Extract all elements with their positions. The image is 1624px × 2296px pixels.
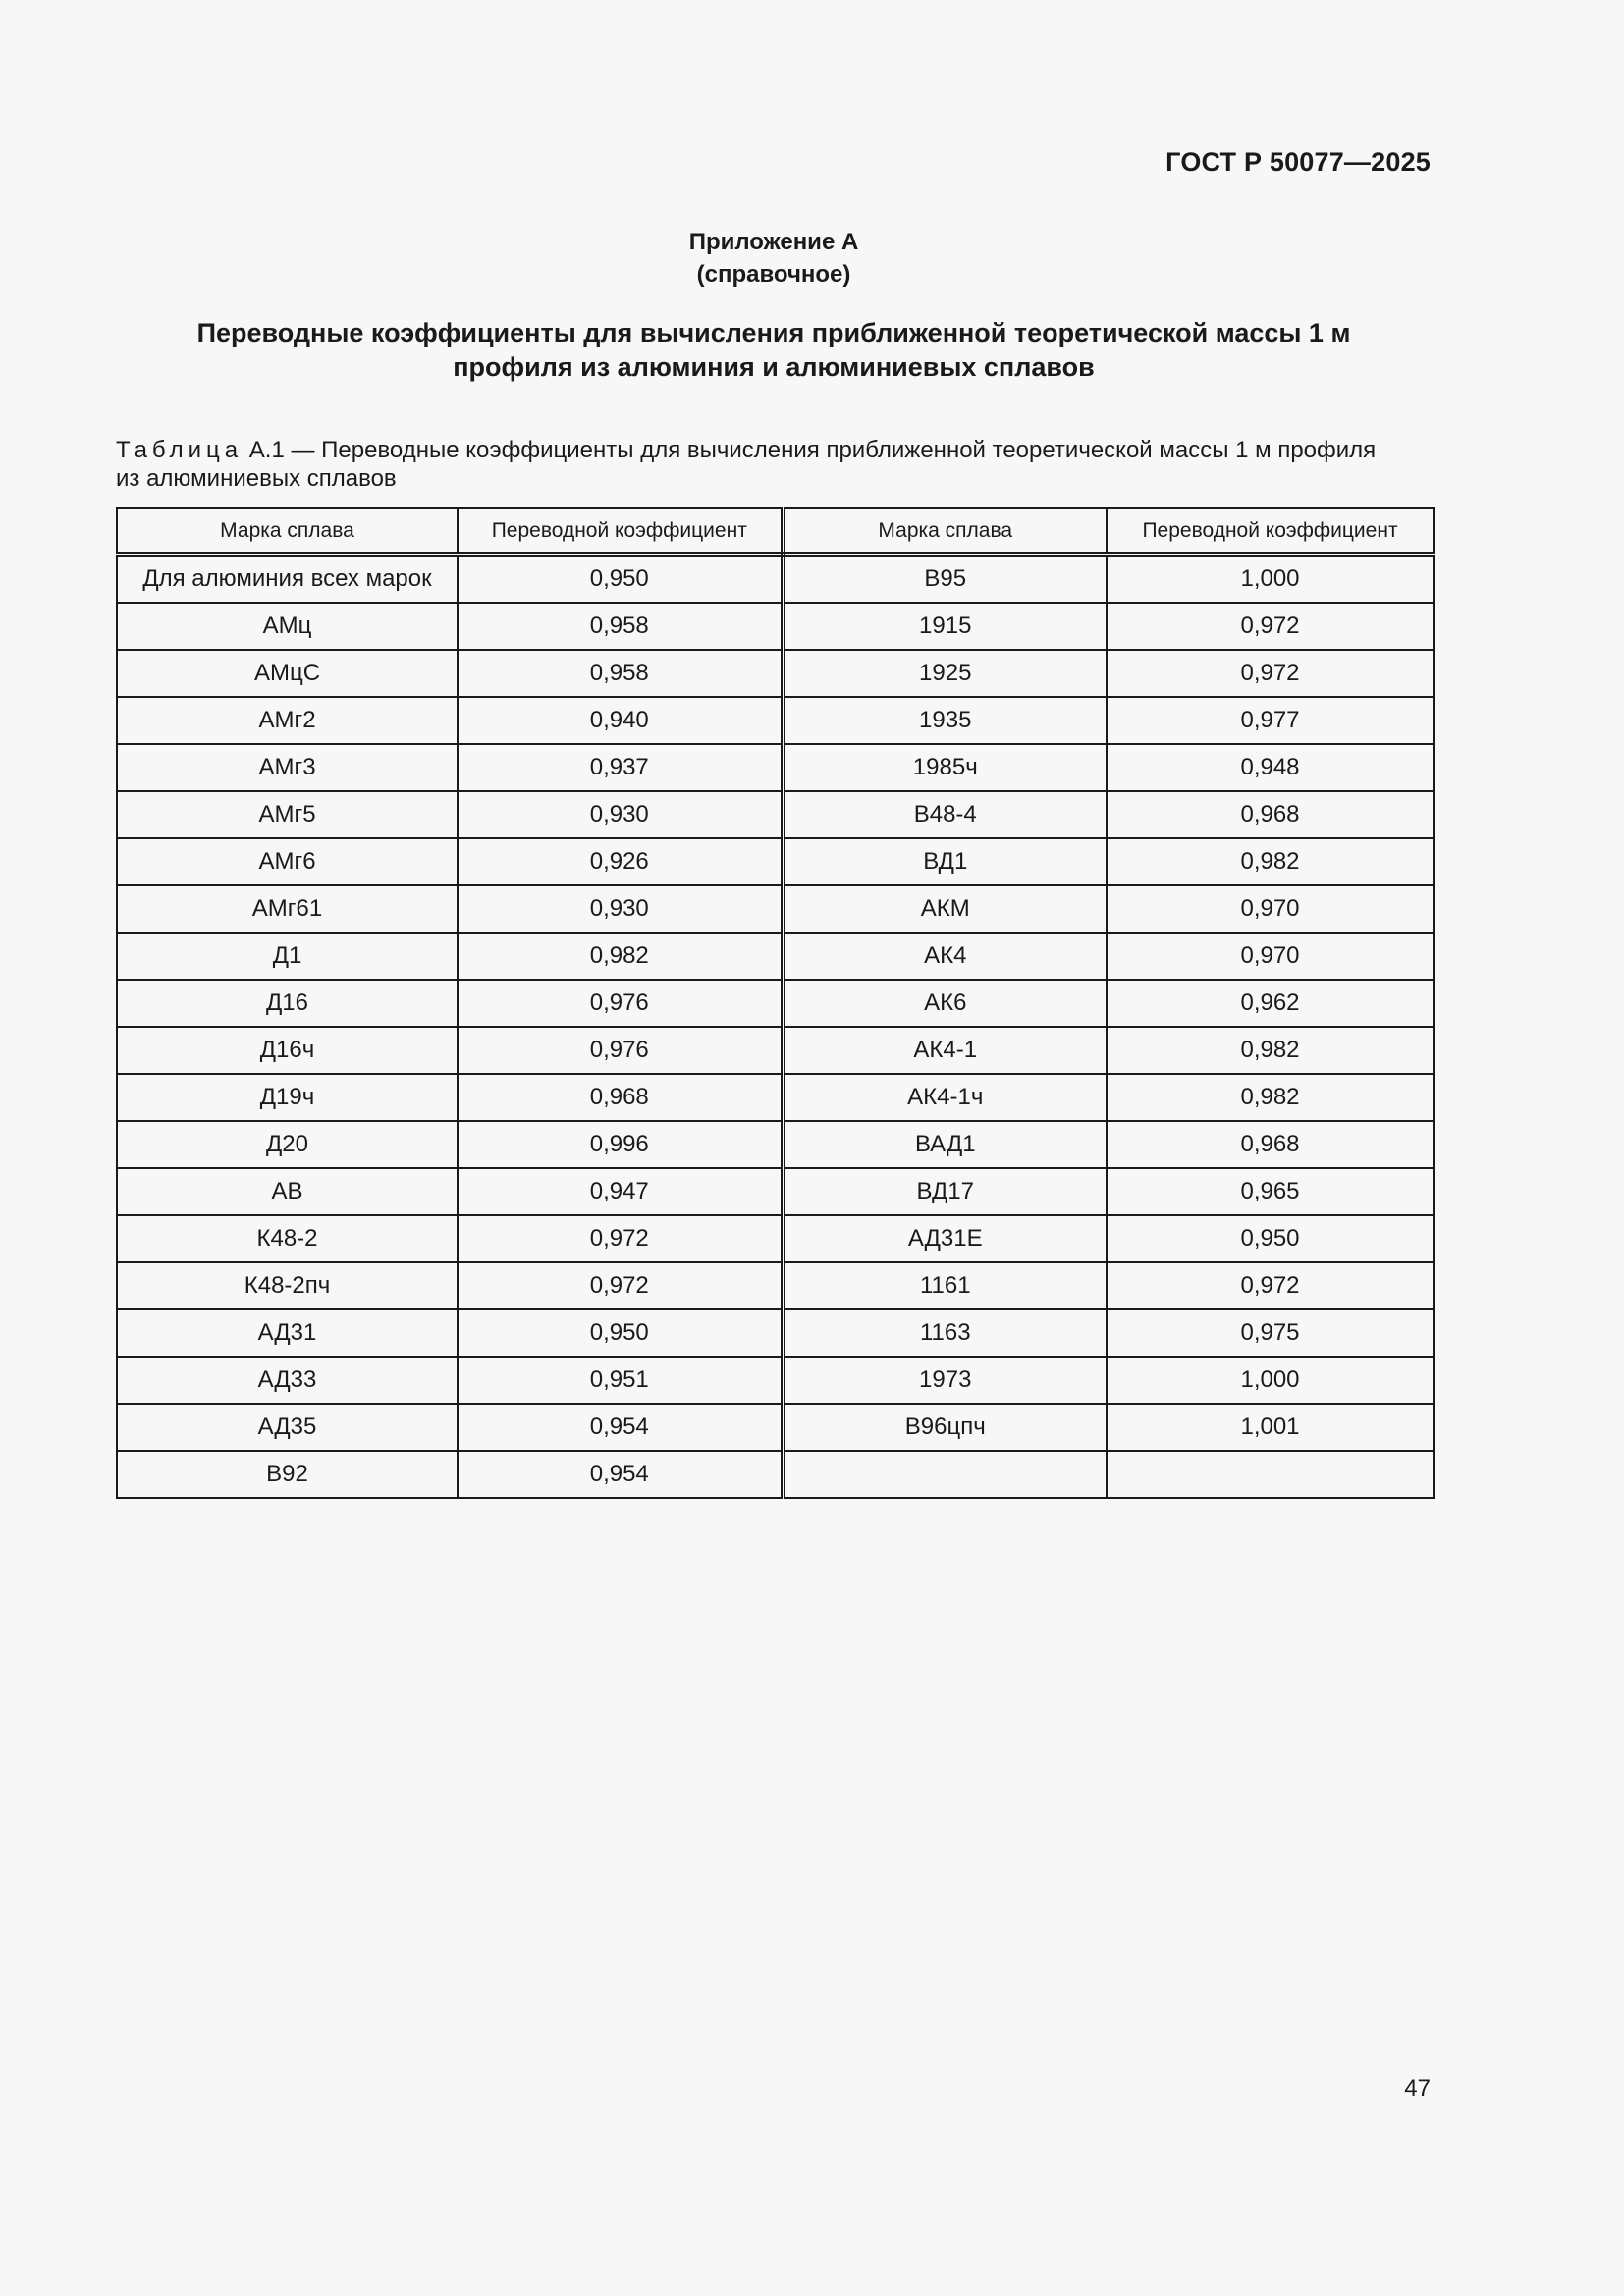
- cell-alloy-grade-left: АМц: [117, 603, 458, 650]
- table-row: [117, 650, 1434, 697]
- cell-alloy-grade-right: ВАД1: [783, 1121, 1107, 1168]
- cell-coefficient-right: 0,982: [1107, 838, 1434, 885]
- cell-coefficient-left: 0,950: [458, 555, 783, 604]
- cell-alloy-grade-right: АК6: [783, 980, 1107, 1027]
- table-row: [117, 697, 1434, 744]
- table-row: [117, 933, 1434, 980]
- cell-coefficient-left: 0,940: [458, 697, 783, 744]
- table-caption-line-2: из алюминиевых сплавов: [116, 465, 397, 492]
- cell-alloy-grade-right: ВД1: [783, 838, 1107, 885]
- cell-coefficient-right: 0,972: [1107, 650, 1434, 697]
- cell-alloy-grade-left: АМг61: [117, 885, 458, 933]
- table-caption: [116, 436, 1432, 493]
- cell-alloy-grade-right: 1985ч: [783, 744, 1107, 791]
- table-row: [117, 1121, 1434, 1168]
- cell-coefficient-left: 0,958: [458, 603, 783, 650]
- table-body: [117, 555, 1434, 1499]
- table-header-row: [117, 508, 1434, 555]
- section-title: [167, 316, 1380, 385]
- cell-alloy-grade-right: 1915: [783, 603, 1107, 650]
- cell-alloy-grade-left: Для алюминия всех марок: [117, 555, 458, 604]
- header-alloy-grade-left: Марка сплава: [117, 508, 458, 555]
- cell-coefficient-right: 1,000: [1107, 1357, 1434, 1404]
- section-title-line-1: Переводные коэффициенты для вычисления приближенной теоретической массы 1 м: [196, 318, 1351, 347]
- cell-alloy-grade-left: АД33: [117, 1357, 458, 1404]
- cell-alloy-grade-left: АВ: [117, 1168, 458, 1215]
- coefficient-table: [116, 507, 1435, 1499]
- cell-alloy-grade-left: К48-2пч: [117, 1262, 458, 1309]
- table-row: [117, 1451, 1434, 1498]
- page-number: 47: [1404, 2075, 1431, 2102]
- table-caption-label: Таблица: [116, 437, 244, 463]
- cell-coefficient-left: 0,954: [458, 1404, 783, 1451]
- annex-status: (справочное): [696, 261, 851, 288]
- cell-alloy-grade-left: К48-2: [117, 1215, 458, 1262]
- cell-coefficient-right: 1,000: [1107, 555, 1434, 604]
- cell-alloy-grade-left: Д20: [117, 1121, 458, 1168]
- cell-coefficient-left: 0,954: [458, 1451, 783, 1498]
- table-row: [117, 980, 1434, 1027]
- cell-alloy-grade-right: [783, 1451, 1107, 1498]
- cell-coefficient-left: 0,976: [458, 980, 783, 1027]
- cell-alloy-grade-left: АМцС: [117, 650, 458, 697]
- cell-alloy-grade-right: АК4-1: [783, 1027, 1107, 1074]
- table-row: [117, 1168, 1434, 1215]
- cell-alloy-grade-right: ВД17: [783, 1168, 1107, 1215]
- cell-coefficient-right: 0,972: [1107, 1262, 1434, 1309]
- table-row: [117, 838, 1434, 885]
- cell-coefficient-right: 0,982: [1107, 1074, 1434, 1121]
- cell-alloy-grade-left: Д19ч: [117, 1074, 458, 1121]
- cell-alloy-grade-right: В48-4: [783, 791, 1107, 838]
- cell-coefficient-right: [1107, 1451, 1434, 1498]
- cell-coefficient-left: 0,972: [458, 1262, 783, 1309]
- cell-alloy-grade-left: АМг6: [117, 838, 458, 885]
- cell-alloy-grade-left: АМг3: [117, 744, 458, 791]
- cell-alloy-grade-left: АД31: [117, 1309, 458, 1357]
- cell-coefficient-left: 0,926: [458, 838, 783, 885]
- cell-coefficient-left: 0,930: [458, 885, 783, 933]
- header-alloy-grade-right: Марка сплава: [783, 508, 1107, 555]
- cell-coefficient-right: 0,968: [1107, 791, 1434, 838]
- cell-alloy-grade-right: 1163: [783, 1309, 1107, 1357]
- document-code: ГОСТ Р 50077—2025: [1165, 147, 1431, 177]
- cell-coefficient-left: 0,968: [458, 1074, 783, 1121]
- cell-coefficient-left: 0,972: [458, 1215, 783, 1262]
- section-title-line-2: профиля из алюминия и алюминиевых сплавов: [453, 352, 1095, 382]
- table-row: [117, 1309, 1434, 1357]
- table-row: [117, 885, 1434, 933]
- cell-alloy-grade-right: АК4-1ч: [783, 1074, 1107, 1121]
- annex-title: Приложение А: [688, 229, 859, 255]
- table-caption-line-1: [116, 436, 1432, 464]
- header-coefficient-right: Переводной коэффициент: [1107, 508, 1434, 555]
- cell-alloy-grade-right: 1925: [783, 650, 1107, 697]
- cell-alloy-grade-left: Д16ч: [117, 1027, 458, 1074]
- cell-alloy-grade-left: АМг5: [117, 791, 458, 838]
- table-caption-text: — Переводные коэффициенты для вычисления приближенной теоретической массы 1 м профиля: [291, 437, 1377, 463]
- table-row: [117, 1357, 1434, 1404]
- table-row: [117, 1074, 1434, 1121]
- table-row: [117, 555, 1434, 604]
- cell-coefficient-right: 1,001: [1107, 1404, 1434, 1451]
- cell-coefficient-left: 0,937: [458, 744, 783, 791]
- cell-coefficient-left: 0,996: [458, 1121, 783, 1168]
- cell-alloy-grade-right: АД31Е: [783, 1215, 1107, 1262]
- cell-coefficient-right: 0,972: [1107, 603, 1434, 650]
- cell-alloy-grade-left: Д1: [117, 933, 458, 980]
- cell-alloy-grade-right: 1973: [783, 1357, 1107, 1404]
- cell-coefficient-left: 0,947: [458, 1168, 783, 1215]
- cell-coefficient-right: 0,977: [1107, 697, 1434, 744]
- cell-coefficient-right: 0,950: [1107, 1215, 1434, 1262]
- cell-alloy-grade-right: В96цпч: [783, 1404, 1107, 1451]
- cell-coefficient-left: 0,950: [458, 1309, 783, 1357]
- cell-alloy-grade-right: В95: [783, 555, 1107, 604]
- cell-coefficient-right: 0,968: [1107, 1121, 1434, 1168]
- header-coefficient-left: Переводной коэффициент: [458, 508, 783, 555]
- cell-coefficient-right: 0,975: [1107, 1309, 1434, 1357]
- cell-coefficient-left: 0,951: [458, 1357, 783, 1404]
- cell-coefficient-left: 0,958: [458, 650, 783, 697]
- cell-alloy-grade-left: Д16: [117, 980, 458, 1027]
- cell-coefficient-right: 0,970: [1107, 933, 1434, 980]
- annex-heading: [0, 226, 1547, 291]
- cell-coefficient-right: 0,970: [1107, 885, 1434, 933]
- table-row: [117, 791, 1434, 838]
- cell-alloy-grade-left: АМг2: [117, 697, 458, 744]
- table-row: [117, 1404, 1434, 1451]
- table-row: [117, 1027, 1434, 1074]
- table-row: [117, 1262, 1434, 1309]
- table-row: [117, 603, 1434, 650]
- cell-coefficient-left: 0,976: [458, 1027, 783, 1074]
- cell-alloy-grade-right: 1935: [783, 697, 1107, 744]
- table-row: [117, 1215, 1434, 1262]
- cell-alloy-grade-left: В92: [117, 1451, 458, 1498]
- cell-alloy-grade-right: АКМ: [783, 885, 1107, 933]
- table-caption-number: А.1: [248, 437, 285, 463]
- cell-alloy-grade-left: АД35: [117, 1404, 458, 1451]
- cell-coefficient-right: 0,982: [1107, 1027, 1434, 1074]
- cell-coefficient-right: 0,948: [1107, 744, 1434, 791]
- cell-coefficient-left: 0,930: [458, 791, 783, 838]
- cell-coefficient-right: 0,965: [1107, 1168, 1434, 1215]
- cell-coefficient-left: 0,982: [458, 933, 783, 980]
- cell-alloy-grade-right: 1161: [783, 1262, 1107, 1309]
- table-row: [117, 744, 1434, 791]
- cell-alloy-grade-right: АК4: [783, 933, 1107, 980]
- cell-coefficient-right: 0,962: [1107, 980, 1434, 1027]
